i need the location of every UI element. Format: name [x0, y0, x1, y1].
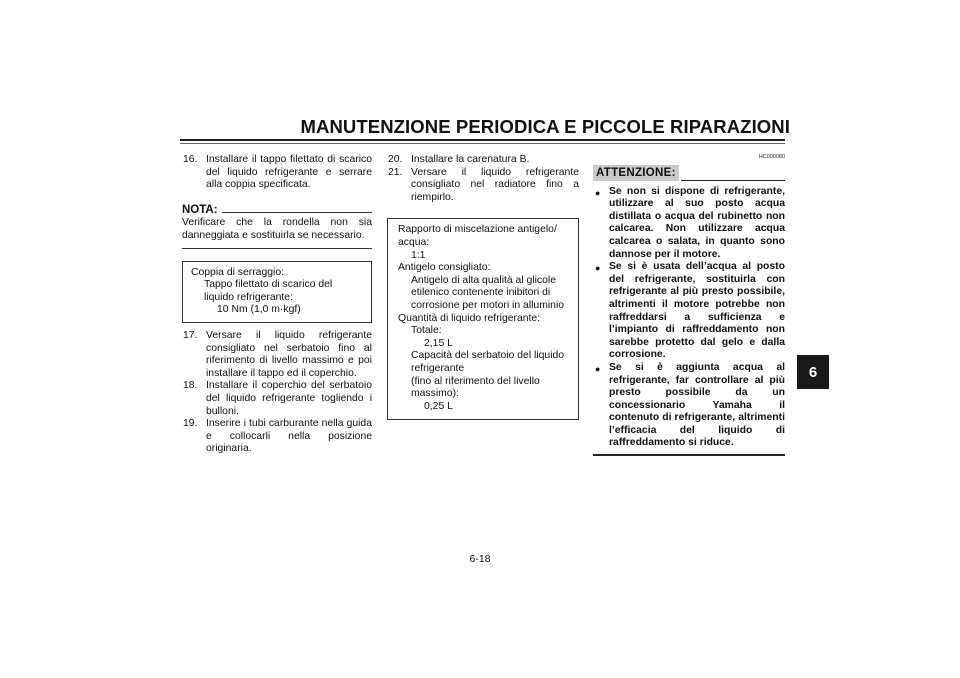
attention-end-rule: [593, 454, 785, 456]
note-header: [182, 204, 372, 217]
step-number: 18.: [183, 380, 198, 392]
torque-spec-box: [182, 261, 372, 323]
attention-rule: [681, 180, 785, 181]
section-tab: 6: [797, 355, 829, 389]
bullet-text: Se si è aggiunta acqua al refrigerante, far controllare al più presto possibile da un concessionario Yamaha il contenuto di refrigerante, altrimenti l’efficacia del liquido di raffreddamento si riduce.: [609, 361, 785, 449]
note-text: Verificare che la rondella non sia danneggiata e sostituirla se necessario.: [182, 217, 372, 241]
attention-bullet: [593, 362, 785, 450]
step-19: [182, 418, 372, 456]
ratio-value: 1:1: [411, 249, 426, 261]
column-2: [387, 154, 579, 420]
page-title: MANUTENZIONE PERIODICA E PICCOLE RIPARAZIONI: [300, 116, 790, 137]
step-number: 17.: [183, 329, 198, 341]
step-text: Inserire i tubi carburante nella guida e collocarli nella posizione originaria.: [206, 418, 372, 455]
torque-title: Coppia di serraggio:: [191, 266, 284, 278]
note-end-rule: [182, 248, 372, 249]
column-1: [182, 154, 372, 456]
step-text: Versare il liquido refrigerante consigliato nel serbatoio fino al riferimento di livello massimo e poi installare il tappo ed il coperchio.: [206, 329, 372, 379]
tank-note: (fino al riferimento del livello massimo):: [411, 375, 540, 400]
step-text: Installare il tappo filettato di scarico del liquido refrigerante e serrare alla coppia specificata.: [206, 154, 372, 191]
column-3: [593, 154, 785, 456]
antifreeze-label: Antigelo consigliato:: [398, 262, 491, 274]
bullet-icon: ●: [595, 363, 601, 374]
page-number: 6-18: [469, 553, 491, 565]
total-label: Totale:: [411, 325, 442, 337]
step-20: [387, 154, 579, 167]
bullet-text: Se non si dispone di refrigerante, utilizzare al suo posto acqua distillata o acqua del rubinetto non calcarea. Non utilizzare acqua calcarea o salata, in quanto sono dannose per il motore.: [609, 185, 785, 260]
torque-value: 10 Nm (1,0 m·kgf): [217, 304, 301, 316]
step-text: Installare la carenatura B.: [411, 154, 530, 165]
bullet-text: Se si è usata dell’acqua al posto del refrigerante, sostituirla con refrigerante al più presto possibile, altrimenti il motore potrebbe non raffreddarsi a sufficienza e l’impianto di raffreddamento non sarebbe protetto dal gelo e dalla corrosione.: [609, 261, 785, 361]
step-text: Versare il liquido refrigerante consigliato nel radiatore fino a riempirlo.: [411, 166, 579, 203]
step-16: [182, 154, 372, 192]
bullet-icon: ●: [595, 263, 601, 274]
attention-label: ATTENZIONE:: [593, 165, 679, 181]
step-number: 19.: [183, 418, 198, 430]
torque-item: Tappo filettato di scarico del liquido refrigerante:: [204, 279, 333, 303]
total-value: 2,15 L: [424, 337, 453, 349]
step-17: [182, 330, 372, 380]
title-rule-thin: [180, 143, 785, 144]
attention-header: [593, 165, 785, 181]
step-18: [182, 380, 372, 418]
step-text: Installare il coperchio del serbatoio del liquido refrigerante togliendo i bulloni.: [206, 380, 372, 417]
coolant-spec-box: [387, 218, 579, 420]
attention-bullet: [593, 261, 785, 362]
title-rule: [180, 139, 785, 141]
reference-code: HC000080: [758, 154, 785, 160]
note-label: NOTA:: [182, 203, 218, 216]
tank-value: 0,25 L: [424, 400, 453, 412]
step-number: 16.: [183, 154, 198, 165]
bullet-icon: ●: [595, 187, 601, 198]
step-21: [387, 167, 579, 205]
tank-label: Capacità del serbatoio del liquido refrigerante: [411, 350, 565, 374]
attention-bullet: [593, 186, 785, 262]
step-number: 20.: [388, 154, 403, 165]
note-rule: [222, 212, 372, 213]
quantity-label: Quantità di liquido refrigerante:: [398, 312, 541, 324]
ratio-label: Rapporto di miscelazione antigelo/ acqua:: [398, 224, 557, 248]
antifreeze-value: Antigelo di alta qualità al glicole etilenico contenente inibitori di corrosione per motori in alluminio: [411, 274, 565, 311]
step-number: 21.: [388, 166, 403, 178]
